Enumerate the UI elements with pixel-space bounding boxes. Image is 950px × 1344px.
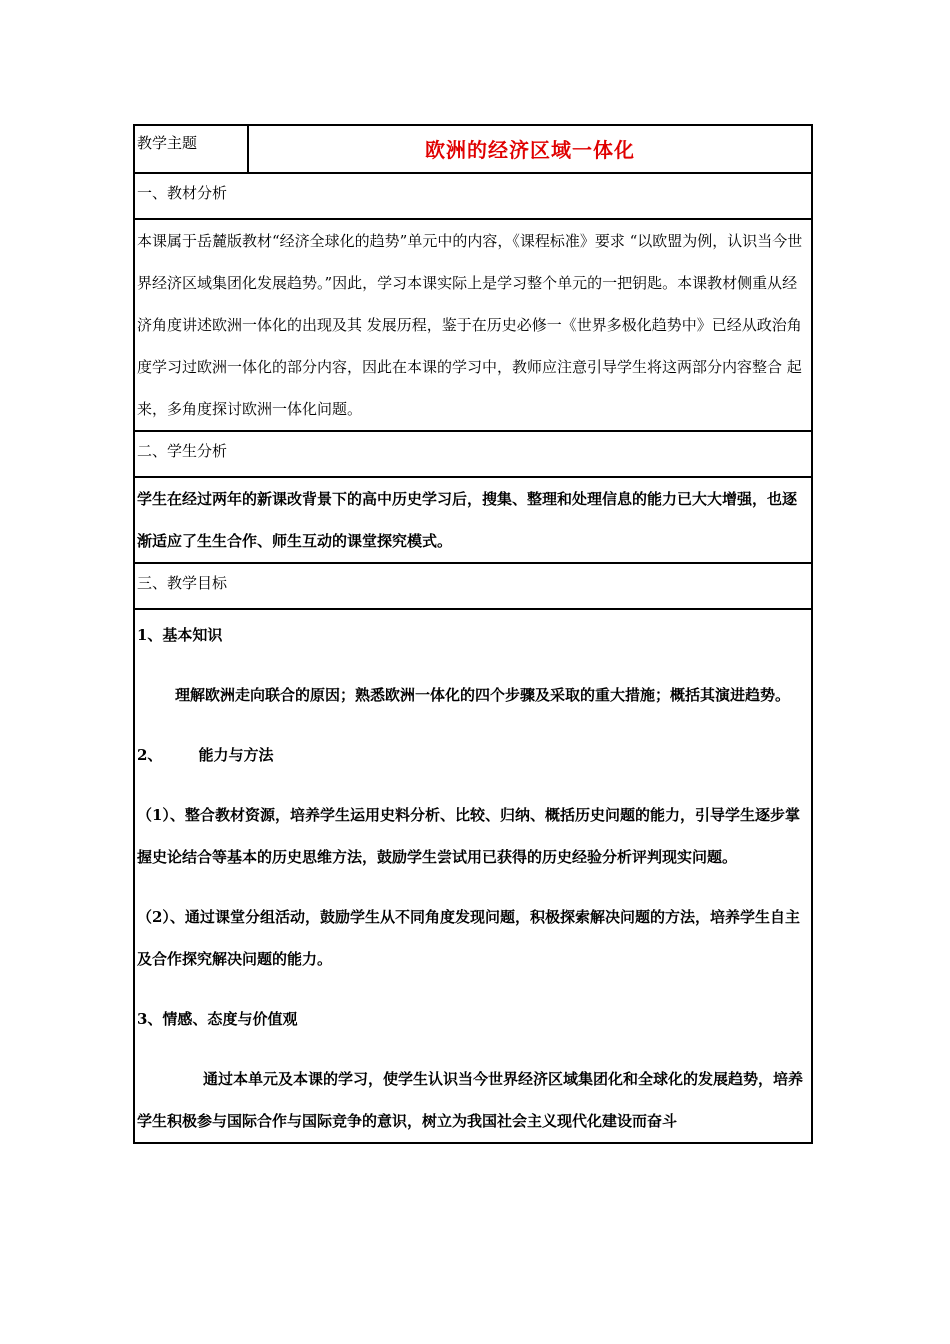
section-heading-row	[134, 563, 812, 609]
lesson-plan-document	[133, 124, 813, 1144]
section-heading-row	[134, 431, 812, 477]
section-heading-student-analysis: 二、学生分析	[134, 431, 812, 477]
goal2-heading-line	[137, 734, 809, 776]
topic-label: 教学主题	[134, 125, 248, 173]
goal2-item1: （1）、整合教材资源，培养学生运用史料分析、比较、归纳、概括历史问题的能力，引导学生逐步掌握史论结合等基本的历史思维方法，鼓励学生尝试用已获得的历史经验分析评判现实问题。	[137, 806, 800, 866]
goal2-item2: （2）、通过课堂分组活动，鼓励学生从不同角度发现问题，积极探索解决问题的方法，培养学生自主及合作探究解决问题的能力。	[137, 908, 800, 968]
section-heading-teaching-goals: 三、教学目标	[134, 563, 812, 609]
topic-row	[134, 125, 812, 173]
lesson-plan-table	[133, 124, 813, 1144]
goal2-number: 2、	[137, 746, 163, 764]
textbook-analysis-body: 本课属于岳麓版教材“经济全球化的趋势”单元中的内容，《课程标准》要求 “以欧盟为例，认识当今世界经济区域集团化发展趋势。”因此，学习本课实际上是学习整个单元的一把钥匙。本课教材侧重从经济角度讲述欧洲一体化的出现及其 发展历程，鉴于在历史必修一《世界多极化趋势中》已经从政治角度学习过欧洲一体化的部分内容，因此在本课的学习中，教师应注意引导学生将这两部分内容整合 起来，多角度探讨欧洲一体化问题。	[134, 219, 812, 431]
section-body-row	[134, 477, 812, 563]
section-body-row	[134, 219, 812, 431]
goal1-heading: 1、基本知识	[137, 626, 223, 644]
section-heading-row	[134, 173, 812, 219]
teaching-goals-body	[134, 609, 812, 1143]
section-body-row	[134, 609, 812, 1143]
student-analysis-body: 学生在经过两年的新课改背景下的高中历史学习后，搜集、整理和处理信息的能力已大大增强，也逐渐适应了生生合作、师生互动的课堂探究模式。	[134, 477, 812, 563]
goal3-body: 通过本单元及本课的学习，使学生认识当今世界经济区域集团化和全球化的发展趋势，培养学生积极参与国际合作与国际竞争的意识，树立为我国社会主义现代化建设而奋斗	[137, 1070, 804, 1130]
topic-title: 欧洲的经济区域一体化	[248, 125, 812, 173]
goal3-heading: 3、情感、态度与价值观	[137, 1010, 298, 1028]
goal1-body: 理解欧洲走向联合的原因；熟悉欧洲一体化的四个步骤及采取的重大措施；概括其演进趋势。	[175, 686, 791, 704]
section-heading-textbook-analysis: 一、教材分析	[134, 173, 812, 219]
goal2-heading: 能力与方法	[198, 746, 274, 764]
